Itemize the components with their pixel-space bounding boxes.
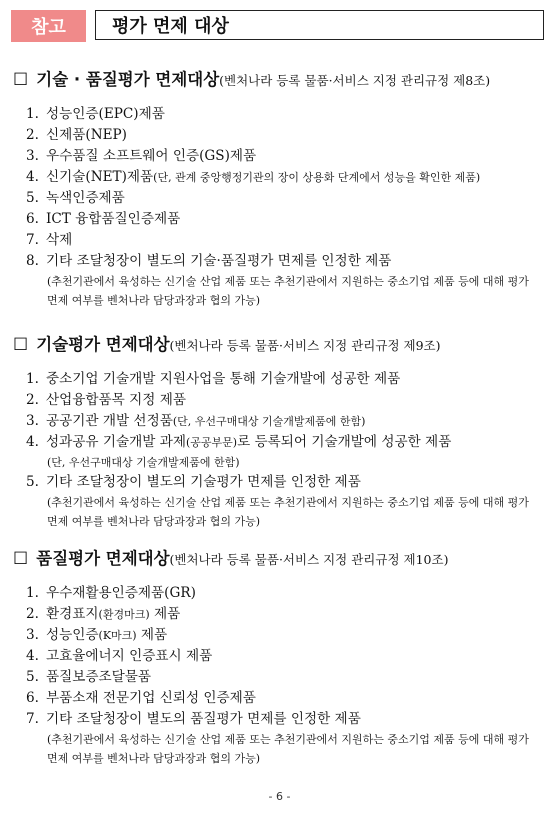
item-number: 3. <box>26 627 39 643</box>
checkbox-icon: ☐ <box>13 549 29 569</box>
list-item <box>26 125 549 146</box>
list-item <box>26 432 549 472</box>
item-note: (추천기관에서 육성하는 신기술 산업 제품 또는 추천기관에서 지원하는 중소기업 제품 등에 대해 평가 면제 여부를 벤처나라 담당과장과 협의 가능) <box>47 733 529 765</box>
item-number: 2. <box>26 606 39 622</box>
item-text: 신제품(NEP) <box>46 127 127 143</box>
item-text: 기타 조달청장이 별도의 품질평가 면제를 인정한 제품 <box>46 711 361 727</box>
item-number: 5. <box>26 190 39 206</box>
item-text: 산업융합품목 지정 제품 <box>46 392 186 408</box>
list-item <box>26 604 549 625</box>
item-qualifier: (단, 관계 중앙행정기관의 장이 상용화 단계에서 성능을 확인한 제품) <box>153 171 481 184</box>
item-text-continued: 로 등록되어 기술개발에 성공한 제품 <box>237 434 452 450</box>
section-reference: (벤처나라 등록 물품·서비스 지정 관리규정 제9조) <box>169 338 441 353</box>
page-number: - 6 - <box>268 790 291 803</box>
item-text: 삭제 <box>46 232 73 248</box>
item-list <box>13 369 549 531</box>
item-number: 8. <box>26 253 39 269</box>
item-number: 5. <box>26 669 39 685</box>
item-number: 1. <box>26 106 39 122</box>
item-number: 7. <box>26 711 39 727</box>
item-text: 기타 조달청장이 별도의 기술평가 면제를 인정한 제품 <box>46 474 361 490</box>
list-item <box>26 369 549 390</box>
item-text: 고효율에너지 인증표시 제품 <box>46 648 213 664</box>
item-qualifier: (공공부문) <box>185 436 238 449</box>
section-quality-exemption <box>13 545 549 768</box>
item-text-continued: 제품 <box>136 627 168 643</box>
page-title: 평가 면제 대상 <box>95 10 544 40</box>
item-text: 성과공유 기술개발 과제 <box>46 434 186 450</box>
item-text: 중소기업 기술개발 지원사업을 통해 기술개발에 성공한 제품 <box>46 371 401 387</box>
section-heading <box>13 331 549 355</box>
section-tech-exemption <box>13 331 549 531</box>
item-note: (추천기관에서 육성하는 신기술 산업 제품 또는 추천기관에서 지원하는 중소기업 제품 등에 대해 평가 면제 여부를 벤처나라 담당과장과 협의 가능) <box>47 496 529 528</box>
section-heading <box>13 545 549 569</box>
item-number: 3. <box>26 413 39 429</box>
item-text: 성능인증 <box>46 627 99 643</box>
item-number: 4. <box>26 169 39 185</box>
item-text: 기타 조달청장이 별도의 기술·품질평가 면제를 인정한 제품 <box>46 253 392 269</box>
list-item <box>26 709 549 768</box>
item-number: 5. <box>26 474 39 490</box>
item-list <box>13 583 549 768</box>
page-header <box>11 10 548 42</box>
section-reference: (벤처나라 등록 물품·서비스 지정 관리규정 제8조) <box>219 73 491 88</box>
section-title: 기술평가 면제대상 <box>36 335 170 354</box>
section-heading <box>13 66 549 90</box>
list-item <box>26 146 549 167</box>
list-item <box>26 646 549 667</box>
list-item <box>26 667 549 688</box>
section-reference: (벤처나라 등록 물품·서비스 지정 관리규정 제10조) <box>169 552 449 567</box>
section-title: 기술 · 품질평가 면제대상 <box>36 70 220 89</box>
item-number: 1. <box>26 585 39 601</box>
item-number: 7. <box>26 232 39 248</box>
list-item <box>26 104 549 125</box>
list-item <box>26 390 549 411</box>
list-item <box>26 230 549 251</box>
item-text: 부품소재 전문기업 신뢰성 인증제품 <box>46 690 256 706</box>
list-item <box>26 411 549 432</box>
item-text: 신기술(NET)제품 <box>46 169 154 185</box>
list-item <box>26 472 549 531</box>
list-item <box>26 583 549 604</box>
item-note: (단, 우선구매대상 기술개발제품에 한함) <box>47 456 240 469</box>
item-number: 2. <box>26 392 39 408</box>
list-item <box>26 688 549 709</box>
checkbox-icon: ☐ <box>13 335 29 355</box>
item-qualifier: (환경마크) <box>98 608 150 621</box>
section-tech-quality-exemption <box>13 66 549 310</box>
item-number: 4. <box>26 434 39 450</box>
list-item <box>26 167 549 188</box>
item-qualifier: (K마크) <box>98 629 137 642</box>
item-number: 6. <box>26 690 39 706</box>
list-item <box>26 209 549 230</box>
list-item <box>26 625 549 646</box>
item-text: 우수재활용인증제품(GR) <box>46 585 196 601</box>
item-number: 1. <box>26 371 39 387</box>
item-text-continued: 제품 <box>149 606 181 622</box>
list-item <box>26 251 549 310</box>
section-title: 품질평가 면제대상 <box>36 549 170 568</box>
item-text: 녹색인증제품 <box>46 190 125 206</box>
item-text: 환경표지 <box>46 606 99 622</box>
list-item <box>26 188 549 209</box>
item-number: 2. <box>26 127 39 143</box>
item-qualifier: (단, 우선구매대상 기술개발제품에 한함) <box>172 415 366 428</box>
reference-tag: 참고 <box>11 10 86 42</box>
item-note: (추천기관에서 육성하는 신기술 산업 제품 또는 추천기관에서 지원하는 중소기업 제품 등에 대해 평가 면제 여부를 벤처나라 담당과장과 협의 가능) <box>47 275 529 307</box>
item-text: 성능인증(EPC)제품 <box>46 106 165 122</box>
checkbox-icon: ☐ <box>13 70 29 90</box>
item-text: 공공기관 개발 선정품 <box>46 413 173 429</box>
item-text: ICT 융합품질인증제품 <box>46 211 181 227</box>
item-number: 4. <box>26 648 39 664</box>
item-text: 우수품질 소프트웨어 인증(GS)제품 <box>46 148 257 164</box>
item-number: 6. <box>26 211 39 227</box>
item-text: 품질보증조달물품 <box>46 669 152 685</box>
item-list <box>13 104 549 310</box>
item-number: 3. <box>26 148 39 164</box>
